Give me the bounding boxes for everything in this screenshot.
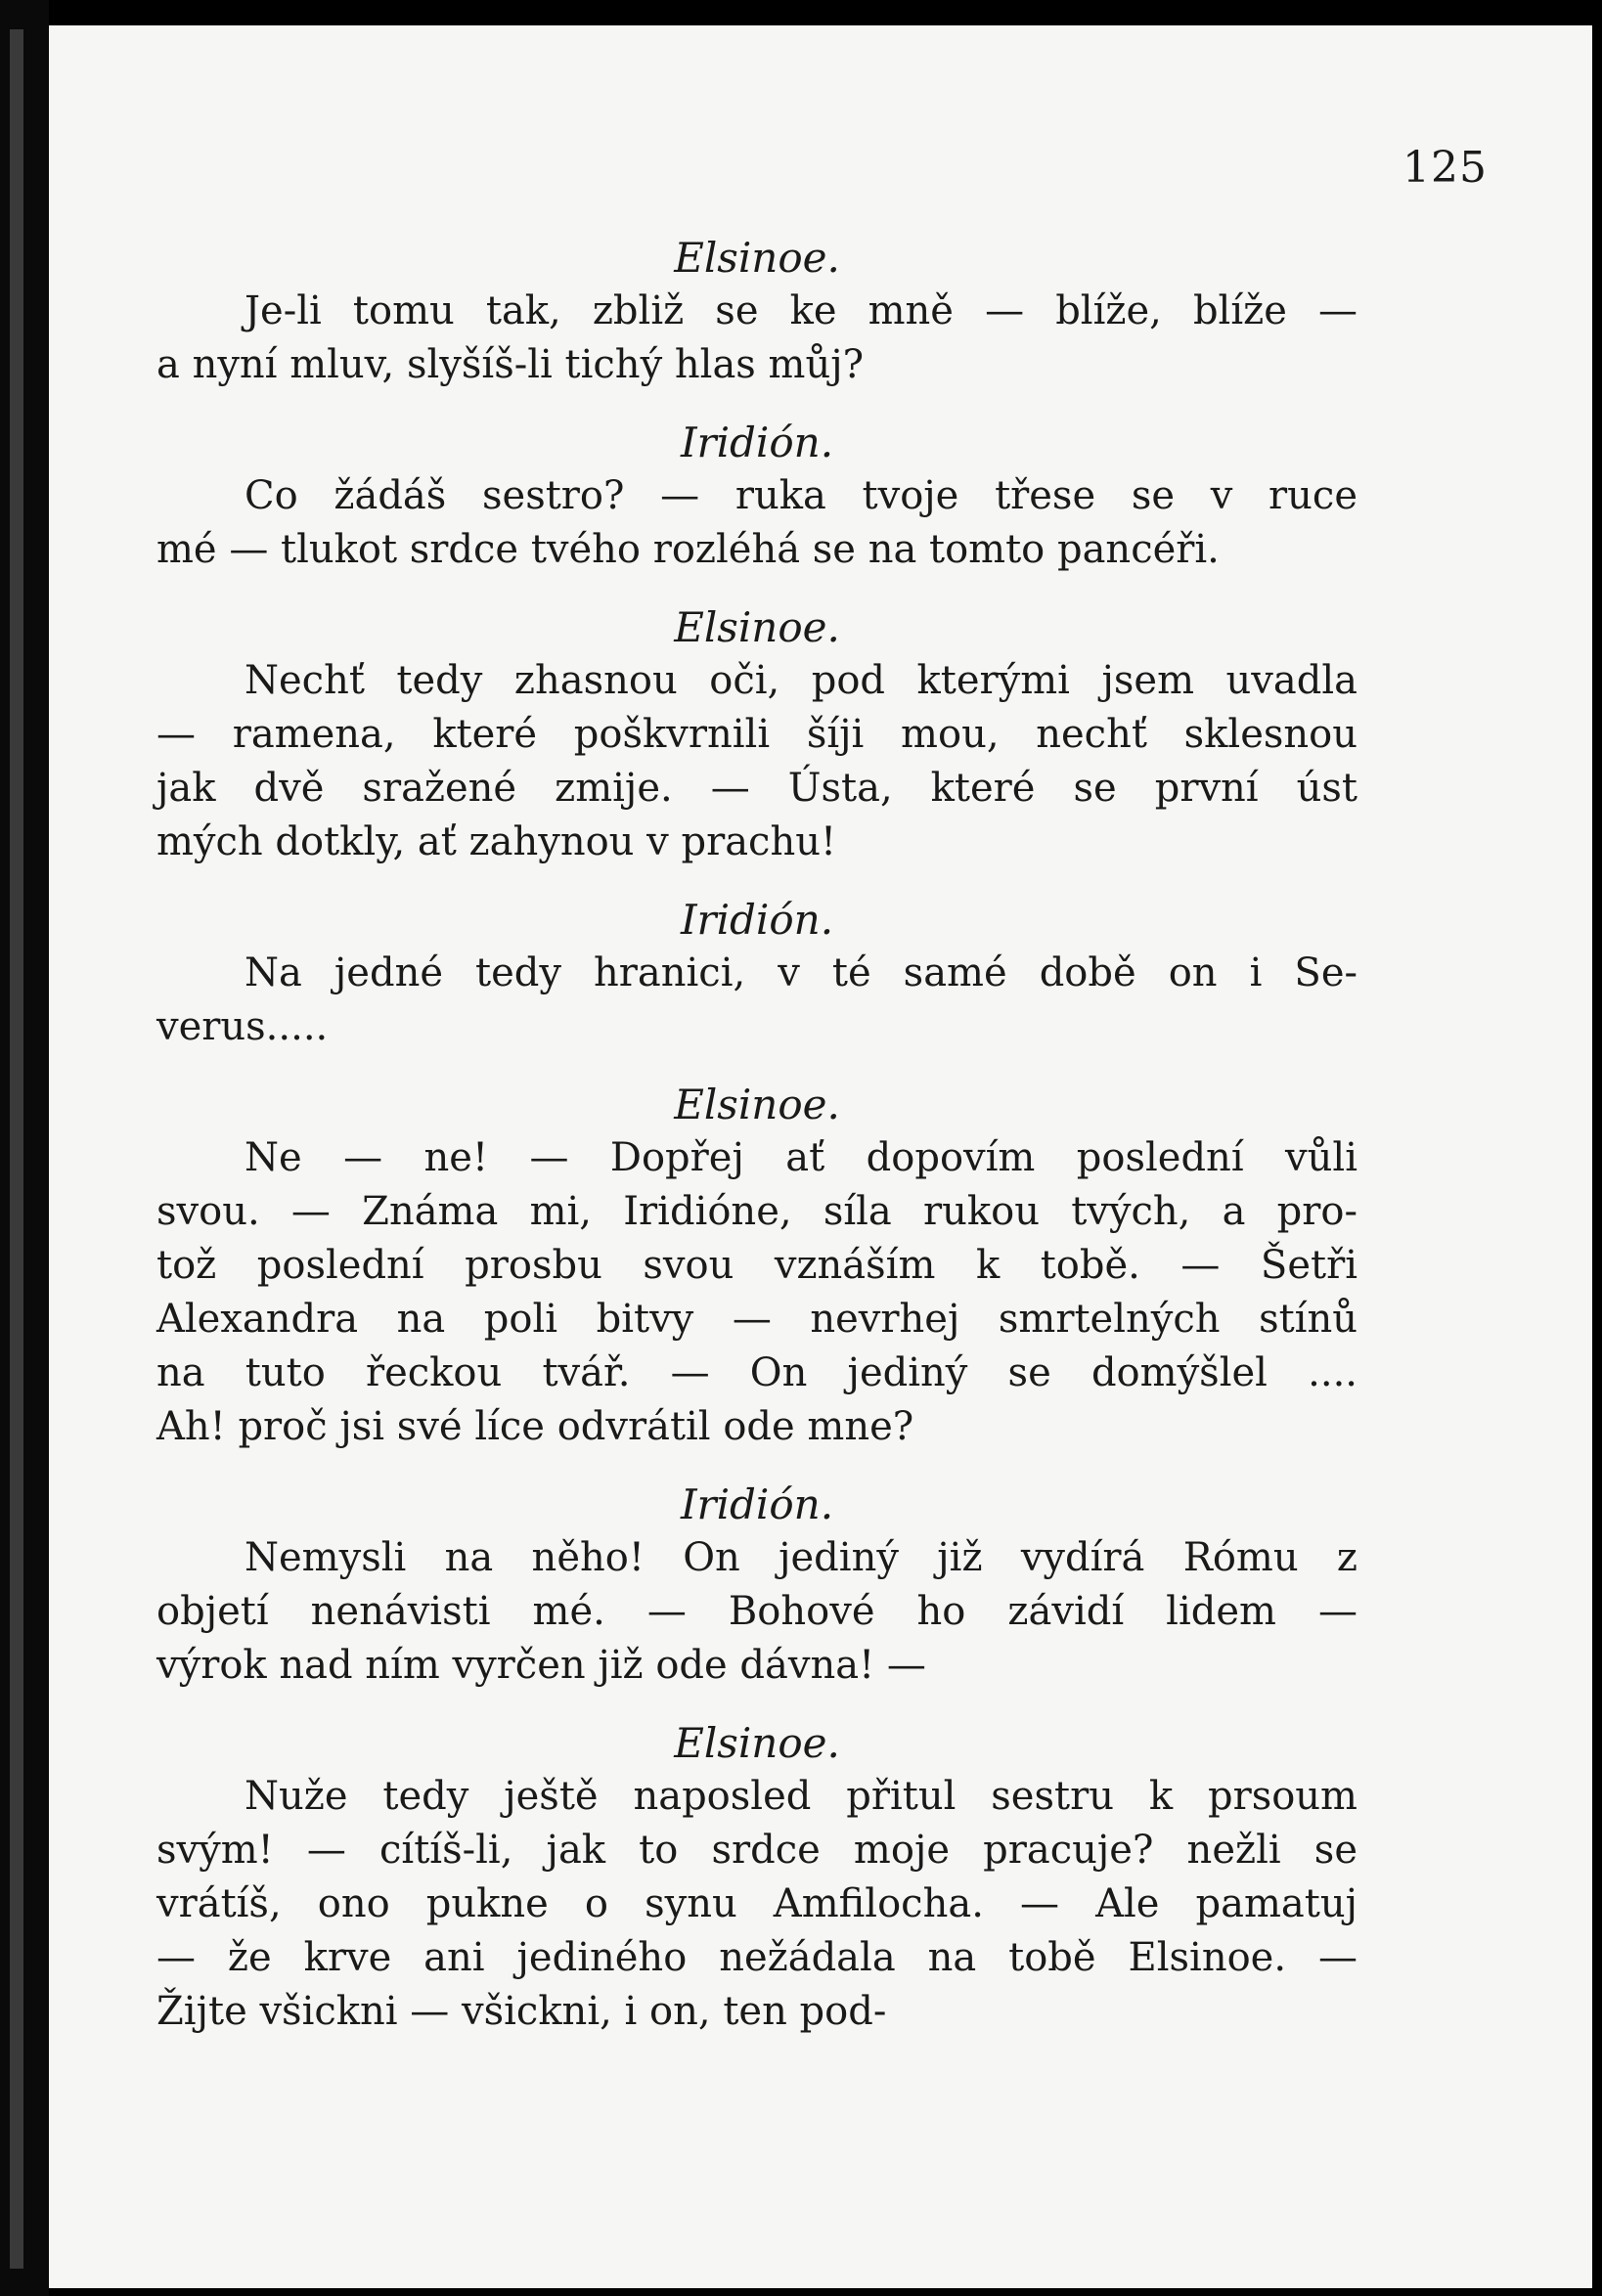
book-page (49, 25, 1592, 2288)
text-line: Ne — ne! — Dopřej ať dopovím poslední vůli (245, 1135, 1357, 1180)
speaker-name: Iridión. (680, 419, 834, 466)
text-line: — že krve ani jediného nežádala na tobě Elsinoe. — (156, 1935, 1357, 1980)
speaker-name: Elsinoe. (674, 234, 840, 282)
text-line: Alexandra na poli bitvy — nevrhej smrtelných stínů (156, 1297, 1357, 1342)
scan-left-border (0, 0, 49, 2296)
facing-page-edge (10, 29, 23, 2269)
dialogue-text (156, 231, 1357, 2062)
text-line: Co žádáš sestro? — ruka tvoje třese se v ruce (245, 473, 1357, 518)
text-line: svým! — cítíš-li, jak to srdce moje pracuje? nežli se (156, 1828, 1357, 1873)
speaker-name: Iridión. (680, 1480, 834, 1528)
speaker-name: Elsinoe. (674, 1719, 840, 1767)
text-line: Nuže tedy ještě naposled přitul sestru k prsoum (245, 1774, 1357, 1819)
speaker-name: Elsinoe. (674, 1081, 840, 1128)
text-line: jak dvě sražené zmije. — Ústa, které se první úst (156, 766, 1357, 811)
text-line: Nechť tedy zhasnou oči, pod kterými jsem uvadla (245, 658, 1357, 703)
speech-paragraph (156, 654, 1357, 869)
text-line: verus..... (156, 1004, 329, 1049)
text-line: — ramena, které poškvrnili šíji mou, nechť sklesnou (156, 712, 1357, 757)
speech-paragraph (156, 1131, 1357, 1454)
text-line: na tuto řeckou tvář. — On jediný se domýšlel .... (156, 1350, 1357, 1395)
text-line: mých dotkly, ať zahynou v prachu! (156, 819, 837, 864)
speech-paragraph (156, 1531, 1357, 1693)
text-line: Je-li tomu tak, zbliž se ke mně — blíže, blíže — (245, 288, 1357, 333)
text-line: objetí nenávisti mé. — Bohové ho závidí lidem — (156, 1589, 1357, 1634)
speech-paragraph (156, 1770, 1357, 2039)
text-line: tož poslední prosbu svou vznáším k tobě. — Šetři (156, 1243, 1357, 1288)
text-line: Ah! proč jsi své líce odvrátil ode mne? (156, 1404, 914, 1449)
speech-paragraph (156, 947, 1357, 1054)
text-line: svou. — Známa mi, Iridióne, síla rukou tvých, a pro- (156, 1189, 1357, 1234)
speech-paragraph (156, 469, 1357, 577)
speaker-name: Elsinoe. (674, 603, 840, 651)
text-line: mé — tlukot srdce tvého rozléhá se na tomto pancéři. (156, 527, 1220, 572)
text-line: Žijte všickni — všickni, i on, ten pod- (156, 1989, 887, 2034)
speech-paragraph (156, 285, 1357, 392)
text-line: Nemysli na něho! On jediný již vydírá Rómu z (245, 1535, 1357, 1580)
text-line: vrátíš, ono pukne o synu Amfilocha. — Ale pamatuj (156, 1881, 1357, 1926)
text-line: Na jedné tedy hranici, v té samé době on i Se- (245, 950, 1357, 995)
text-line: a nyní mluv, slyšíš-li tichý hlas můj? (156, 342, 865, 387)
text-line: výrok nad ním vyrčen již ode dávna! — (156, 1643, 926, 1688)
page-number: 125 (1402, 143, 1488, 193)
speaker-name: Iridión. (680, 896, 834, 944)
